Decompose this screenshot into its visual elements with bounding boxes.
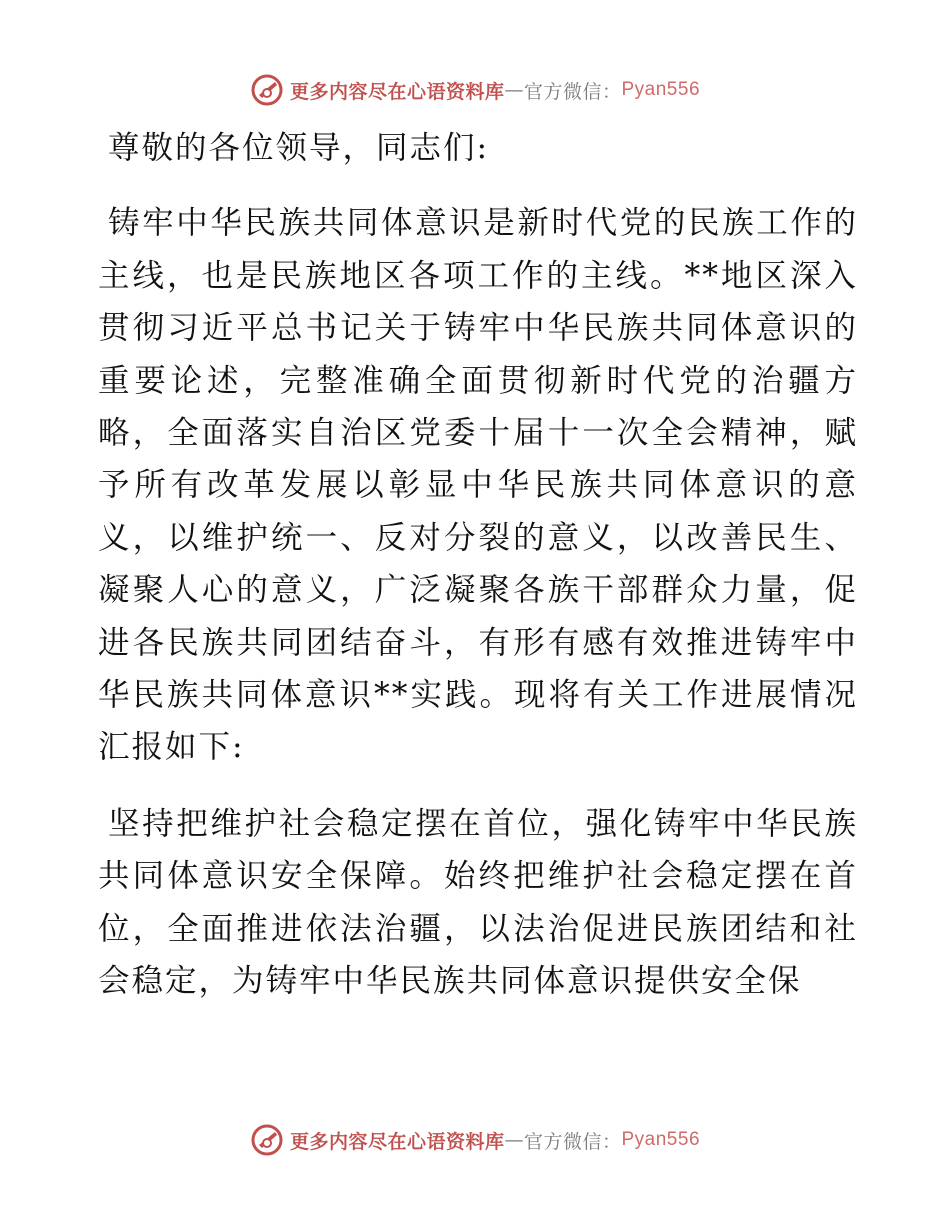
paragraph-stability: 坚持把维护社会稳定摆在首位，强化铸牢中华民族共同体意识安全保障。始终把维护社会稳定摆在首位，全面推进依法治疆，以法治促进民族团结和社会稳定，为铸牢中华民族共同体意识提供安全保 [98,805,858,1000]
banner-main-text: 更多内容尽在心语资料库 [289,80,505,103]
banner-wechat-label: 官方微信： [523,80,622,103]
greeting: 尊敬的各位领导，同志们: [108,130,490,166]
banner-separator: — [504,1129,524,1151]
paragraph-intro: 铸牢中华民族共同体意识是新时代党的民族工作的主线，也是民族地区各项工作的主线。**地区深入贯彻习近平总书记关于铸牢中华民族共同体意识的重要论述，完整准确全面贯彻新时代党的治疆方略，全面落实自治区党委十届十一次全会精神，赋予所有改革发展以彰显中华民族共同体意识的意义，以维护统一、反对分裂的意义，以改善民生、凝聚人心的意义，广泛凝聚各族干部群众力量，促进各民族共同团结奋斗，有形有感有效推进铸牢中华民族共同体意识**实践。现将有关工作进展情况汇报如下: [98,205,858,766]
banner-wechat-id: Pyan556 [621,1129,701,1150]
footer-banner [0,1120,950,1160]
document-body [98,122,858,1008]
seal-logo-icon [250,73,284,107]
banner-separator: — [504,79,524,101]
banner-wechat-id: Pyan556 [621,79,701,100]
banner-wechat-label: 官方微信： [523,1130,622,1153]
header-banner [0,70,950,110]
banner-main-text: 更多内容尽在心语资料库 [289,1130,505,1153]
seal-logo-icon [250,1123,284,1157]
